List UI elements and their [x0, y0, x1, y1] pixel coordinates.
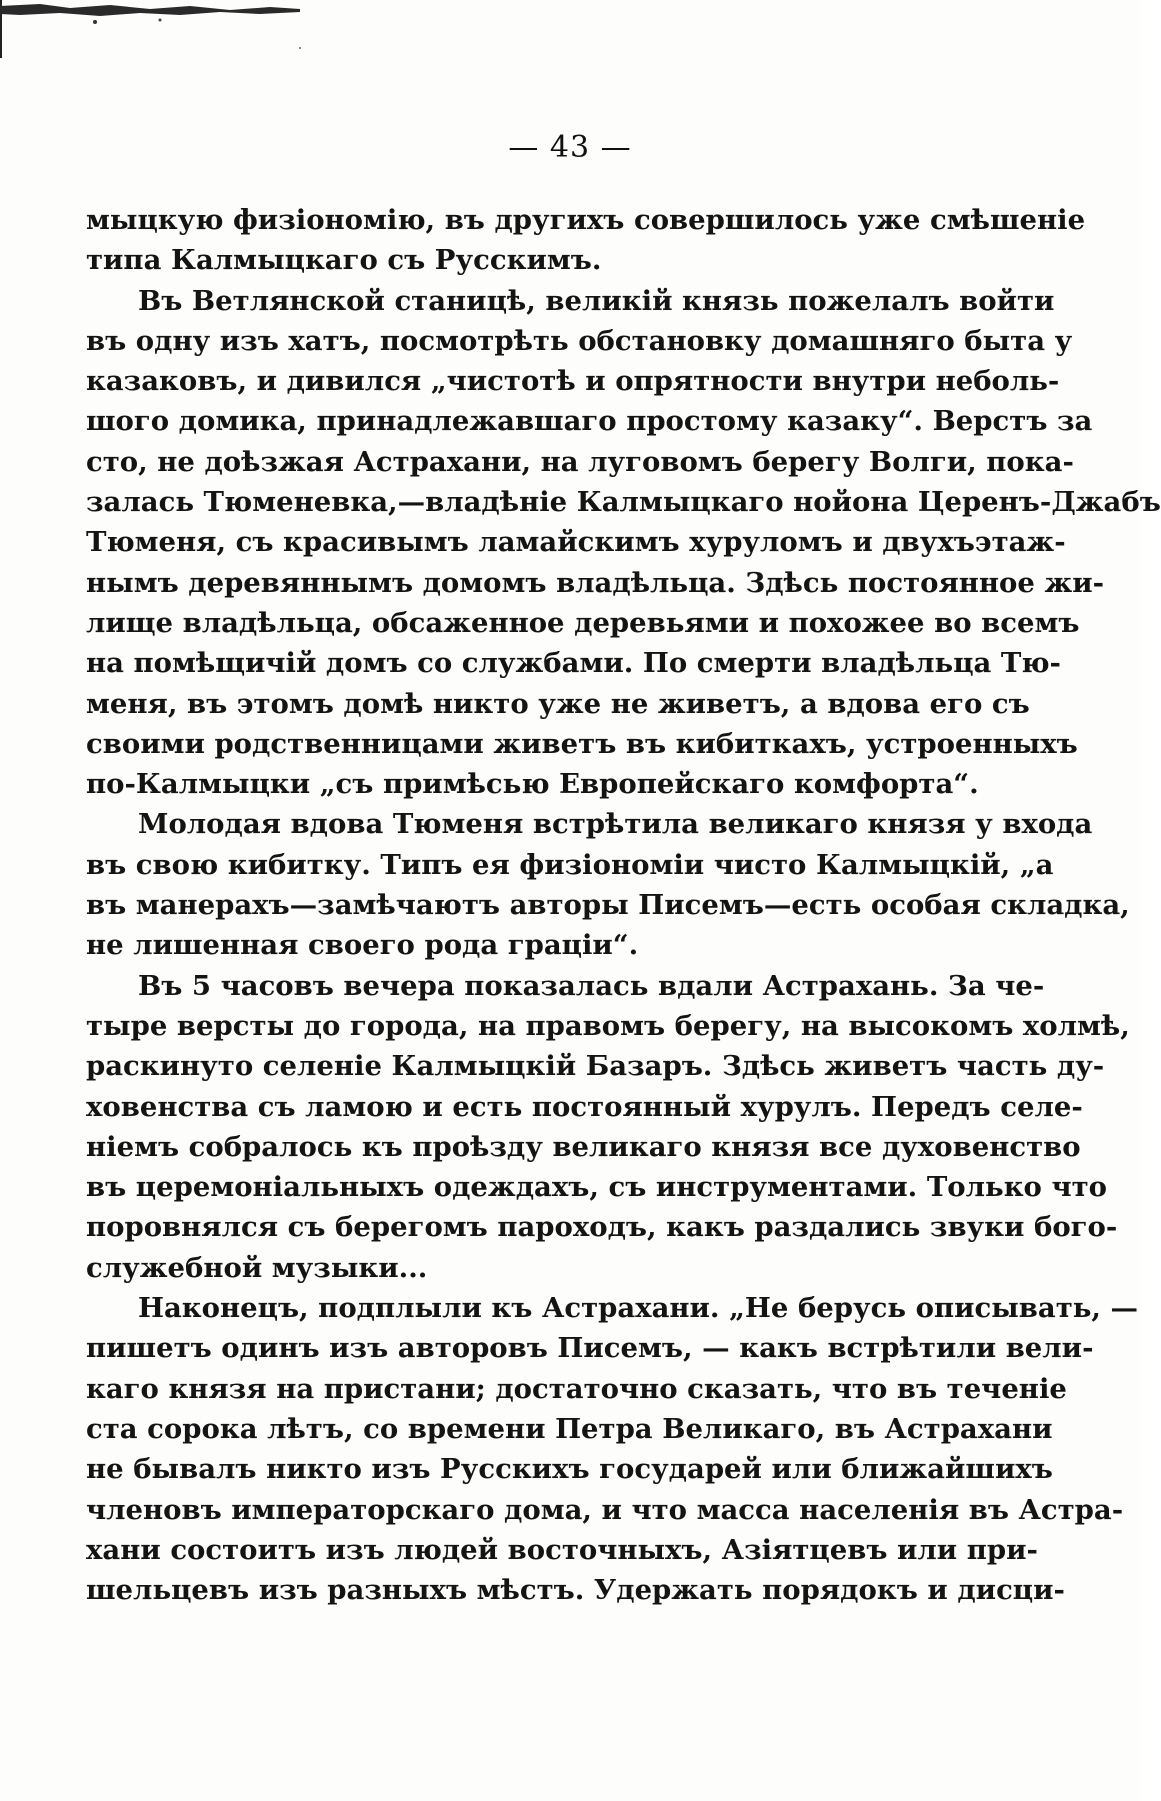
text-line: каго князя на пристани; достаточно сказать, что въ теченіе	[86, 1372, 1067, 1405]
text-line: членовъ императорскаго дома, и что масса населенія въ Астра-	[86, 1493, 1124, 1526]
text-line: ніемъ собралось къ проѣзду великаго князя все духовенство	[86, 1130, 1081, 1163]
paragraph	[86, 200, 1086, 281]
text-line: меня, въ этомъ домѣ никто уже не живетъ, а вдова его съ	[86, 687, 1030, 720]
text-line: въ свою кибитку. Типъ ея физіономіи чисто Калмыцкій, „а	[86, 848, 1054, 881]
text-line: по-Калмыцки „съ примѣсью Европейскаго комфорта“.	[86, 768, 979, 801]
text-line: шельцевъ изъ разныхъ мѣстъ. Удержать порядокъ и дисци-	[86, 1574, 1065, 1607]
text-line: не лишенная своего рода граціи“.	[86, 929, 639, 962]
text-line: тыре версты до города, на правомъ берегу, на высокомъ холмѣ,	[86, 1009, 1130, 1042]
text-line: раскинуто селеніе Калмыцкій Базаръ. Здѣсь живетъ часть ду-	[86, 1050, 1105, 1083]
text-line: въ одну изъ хатъ, посмотрѣть обстановку домашняго быта у	[86, 324, 1073, 357]
paragraph	[86, 804, 1130, 965]
paragraph	[86, 281, 1161, 805]
text-line: ховенства съ ламою и есть постоянный хурулъ. Передъ селе-	[86, 1090, 1083, 1123]
text-line: сто, не доѣзжая Астрахани, на луговомъ берегу Волги, пока-	[86, 445, 1074, 478]
text-line: залась Тюменевка,—владѣніе Калмыцкаго нойона Церенъ-Джабъ	[86, 486, 1161, 519]
text-line: Въ Ветлянской станицѣ, великій князь пожелалъ войти	[138, 284, 1055, 317]
text-line: типа Калмыцкаго съ Русскимъ.	[86, 244, 602, 277]
text-line: въ церемоніальныхъ одеждахъ, съ инструментами. Только что	[86, 1171, 1107, 1204]
body-text	[86, 200, 1161, 1610]
text-line: мыцкую физіономію, въ другихъ совершилось уже смѣшеніе	[86, 204, 1086, 236]
text-line: Тюменя, съ красивымъ ламайскимъ хуруломъ и двухъэтаж-	[86, 526, 1066, 559]
paragraph	[86, 1288, 1139, 1610]
text-line: хани состоитъ изъ людей восточныхъ, Азіятцевъ или при-	[86, 1533, 1038, 1566]
text-line: на помѣщичій домъ со службами. По смерти владѣльца Тю-	[86, 647, 1061, 680]
text-line: своими родственницами живетъ въ кибиткахъ, устроенныхъ	[86, 727, 1078, 760]
text-line: Молодая вдова Тюменя встрѣтила великаго князя у входа	[138, 808, 1093, 841]
text-line: Въ 5 часовъ вечера показалась вдали Астрахань. За че-	[138, 969, 1045, 1002]
text-line: пишетъ одинъ изъ авторовъ Писемъ, — какъ встрѣтили вели-	[86, 1332, 1094, 1365]
text-line: не бывалъ никто изъ Русскихъ государей или ближайшихъ	[86, 1453, 1053, 1486]
text-line: въ манерахъ—замѣчаютъ авторы Писемъ—есть особая складка,	[86, 889, 1130, 922]
text-line: ста сорока лѣтъ, со времени Петра Великаго, въ Астрахани	[86, 1412, 1053, 1445]
text-line: казаковъ, и дивился „чистотѣ и опрятности внутри неболь-	[86, 365, 1060, 398]
text-line: шого домика, принадлежавшаго простому казаку“. Верстъ за	[86, 405, 1093, 438]
scan-edge-artifact	[0, 0, 320, 60]
text-line: служебной музыки...	[86, 1251, 428, 1284]
text-line: поровнялся съ берегомъ пароходъ, какъ раздались звуки бого-	[86, 1211, 1118, 1244]
page-number: — 43 —	[508, 130, 632, 165]
text-line: лище владѣльца, обсаженное деревьями и похожее во всемъ	[86, 606, 1080, 639]
text-line: нымъ деревяннымъ домомъ владѣльца. Здѣсь постоянное жи-	[86, 566, 1105, 599]
paragraph	[86, 966, 1130, 1288]
text-line: Наконецъ, подплыли къ Астрахани. „Не берусь описывать, —	[138, 1292, 1139, 1325]
